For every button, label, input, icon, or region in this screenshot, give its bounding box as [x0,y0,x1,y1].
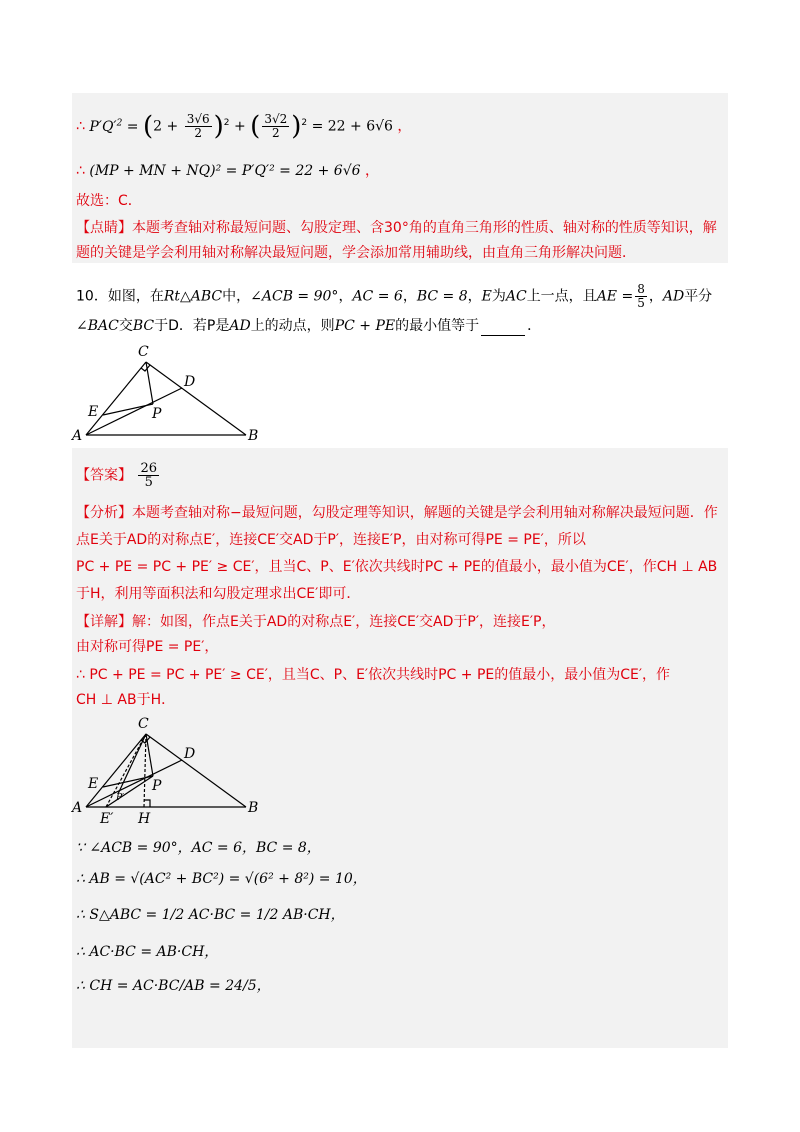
answer-blank [481,321,525,336]
label-p: P [152,406,162,422]
segment-ad [86,760,182,807]
right-angle-mark-h [144,800,150,807]
analysis-line-4: 于H，利用等面积法和勾股定理求出CE′即可． [76,586,361,602]
step-4: ∴ AC·BC = AB·CH， [76,944,219,960]
segment-ce-prime [106,734,146,807]
segment-ch [144,734,146,807]
label-p: P [152,778,162,794]
step-1: ∵ ∠ACB = 90°，AC = 6，BC = 8， [76,840,321,856]
edge-ac [86,362,146,435]
figure-triangle-1 [70,340,270,450]
review-line-2: 题的关键是学会利用轴对称解决最短问题，学会添加常用辅助线，由直角三角形解决问题． [76,245,636,261]
step-2: ∴ AB = √(AC² + BC²) = √(6² + 8²) = 10， [76,871,367,887]
segment-ad [86,388,182,435]
label-e: E [88,776,99,792]
label-a: A [72,428,83,444]
analysis-line-1: 【分析】本题考查轴对称−最短问题，勾股定理等知识，解题的关键是学会利用轴对称解决最短问题．作 [76,505,718,521]
detail-line-2: 由对称可得PE = PE′， [76,639,219,655]
choice-line: 故选：C． [76,193,142,209]
label-p-prime: P′ [116,793,125,803]
label-c: C [138,716,149,732]
label-b: B [248,800,259,816]
analysis-line-2: 点E关于AD的对称点E′，连接CE′交AD于P′，连接E′P，由对称可得PE = PE′，所以 [76,532,586,548]
label-a: A [72,800,83,816]
detail-line-3: ∴ PC + PE = PC + PE′ ≥ CE′，且当C、P、E′依次共线时PC + PE的值最小，最小值为CE′，作 [76,667,671,683]
label-b: B [248,428,259,444]
label-e-prime: E′ [100,811,114,827]
detail-line-4: CH ⊥ AB于H． [76,692,176,708]
question-line-1: 10．如图，在Rt△ABC中，∠ACB = 90°，AC = 6，BC = 8，E为AC上一点，且AE = $\frac{8}{5}$ ，AD平分 [76,282,713,310]
question-line-2: ∠BAC交BC于D．若P是AD上的动点，则PC + PE的最小值等于 ． [76,318,542,334]
label-d: D [184,374,196,390]
step-5: ∴ CH = AC·BC/AB = 24/5， [76,978,271,994]
label-d: D [184,746,196,762]
answer-line: 【答案】 $\frac{26}{5}$ [76,461,157,490]
figure-triangle-2 [70,712,270,827]
step-3: ∴ S△ABC = 1/2 AC·BC = 1/2 AB·CH， [76,907,345,923]
detail-line-1: 【详解】解：如图，作点E关于AD的对称点E′，连接CE′交AD于P′，连接E′P， [76,614,556,630]
label-e: E [88,404,99,420]
review-line-1: 【点睛】本题考查轴对称最短问题、勾股定理、含30°角的直角三角形的性质、轴对称的性质等知识，解 [76,220,717,236]
label-c: C [138,344,149,360]
label-h: H [138,811,151,827]
line-pq-squared: ∴ $P'Q'^2 = (2$ + $\frac{3√6}{2}$ )$^2$ + ( $\frac{3√2}{2}$ )$^2$ = 22 + 6√6 ， [76,111,412,142]
line-sum-squared: ∴ (MP + MN + NQ)² = P′Q′² = 22 + 6√6 ， [76,163,379,179]
analysis-line-3: PC + PE = PC + PE′ ≥ CE′，且当C、P、E′依次共线时PC + PE的值最小，最小值为CE′，作CH ⊥ AB [76,559,718,575]
